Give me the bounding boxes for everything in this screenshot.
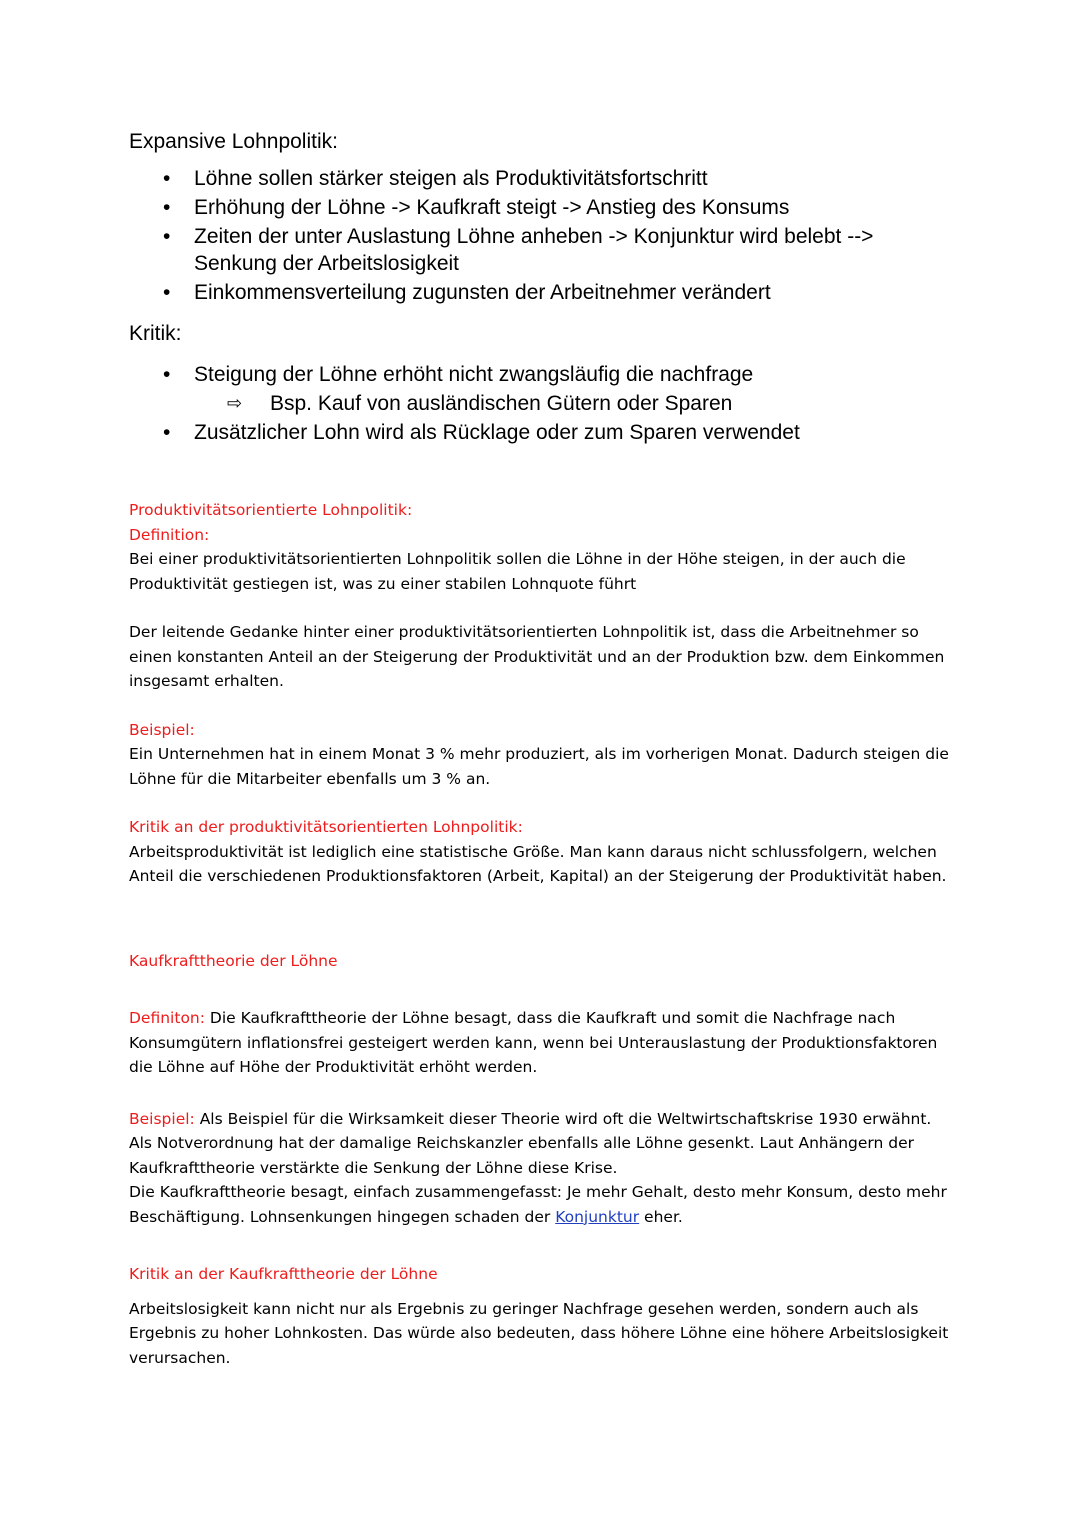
sub-item-text: Bsp. Kauf von ausländischen Gütern oder Sparen	[270, 392, 733, 415]
list-item	[129, 279, 959, 306]
critique-label: Kritik an der produktivitätsorientierten Lohnpolitik:	[129, 818, 523, 836]
expansive-heading: Expansive Lohnpolitik:	[129, 130, 338, 153]
critique-text: Arbeitslosigkeit kann nicht nur als Ergebnis zu geringer Nachfrage gesehen werden, sondern auch als Ergebnis zu hoher Lohnkosten. Das würde also bedeuten, dass höhere Löhne eine höhere Arbeitslosigkeit verursachen.	[129, 1299, 949, 1367]
bullet-text: Zusätzlicher Lohn wird als Rücklage oder zum Sparen verwendet	[194, 421, 800, 444]
critique-label: Kritik an der Kaufkrafttheorie der Löhne	[129, 1265, 438, 1283]
definition-text: Die Kaufkrafttheorie der Löhne besagt, dass die Kaufkraft und somit die Nachfrage nach Konsumgütern inflationsfrei gesteigert werden kann, wenn bei Unterauslastung der Produktionsfaktoren die Löhne auf Höhe der Produktivität erhöht werden.	[129, 1009, 938, 1076]
bullet-text: Erhöhung der Löhne -> Kaufkraft steigt -> Anstieg des Konsums	[194, 196, 790, 219]
summary-text: Die Kaufkrafttheorie besagt, einfach zusammengefasst: Je mehr Gehalt, desto mehr Konsum, desto mehr Beschäftigung. Lohnsenkungen hingegen schaden der	[129, 1183, 947, 1226]
definition-label: Definiton:	[129, 1009, 205, 1027]
sub-list-item	[129, 390, 959, 417]
example-text: Ein Unternehmen hat in einem Monat 3 % mehr produziert, als im vorherigen Monat. Dadurch steigen die Löhne für die Mitarbeiter ebenfalls um 3 % an.	[129, 745, 949, 788]
list-item	[129, 361, 959, 388]
section-title: Kaufkrafttheorie der Löhne	[129, 951, 338, 970]
list-item	[129, 223, 959, 277]
example-paragraph	[129, 1107, 959, 1181]
section-title: Produktivitätsorientierte Lohnpolitik:	[129, 501, 413, 519]
example-label: Beispiel:	[129, 720, 195, 739]
bullet-icon: •	[163, 167, 171, 190]
produktiv-section	[129, 498, 959, 889]
konjunktur-link[interactable]: Konjunktur	[555, 1207, 640, 1226]
list-item	[129, 165, 959, 192]
bullet-icon: •	[163, 225, 171, 248]
kritik-bullet-list-2	[129, 419, 959, 446]
list-item	[129, 419, 959, 446]
bullet-icon: •	[163, 196, 171, 219]
critique-text: Arbeitsproduktivität ist lediglich eine statistische Größe. Man kann daraus nicht schlussfolgern, welchen Anteil die verschiedenen Produktionsfaktoren (Arbeit, Kapital) an der Steigerung der Produktivität haben.	[129, 842, 947, 885]
definition-text: Bei einer produktivitätsorientierten Lohnpolitik sollen die Löhne in der Höhe steigen, in der auch die Produktivität gestiegen ist, was zu einer stabilen Lohnquote führt	[129, 550, 906, 593]
expansive-bullet-list	[129, 165, 959, 306]
example-text: Als Beispiel für die Wirksamkeit dieser Theorie wird oft die Weltwirtschaftskrise 1930 erwähnt. Als Notverordnung hat der damalige Reichskanzler ebenfalls alle Löhne gesenkt. Laut Anhängern der Kaufkrafttheorie verstärkte die Senkung der Löhne diese Krise.	[129, 1109, 932, 1177]
list-item	[129, 194, 959, 221]
definition-label: Definition:	[129, 525, 210, 544]
example-label: Beispiel:	[129, 1109, 195, 1128]
summary-end: eher.	[639, 1207, 683, 1226]
kaufkraft-section	[129, 949, 959, 1371]
bullet-icon: •	[163, 363, 171, 386]
bullet-icon: •	[163, 421, 171, 444]
arrow-right-icon: ⇨	[227, 393, 243, 413]
bullet-icon: •	[163, 281, 171, 304]
kritik-bullet-list	[129, 361, 959, 388]
bullet-text: Löhne sollen stärker steigen als Produktivitätsfortschritt	[194, 167, 708, 190]
bullet-text: Einkommensverteilung zugunsten der Arbeitnehmer verändert	[194, 281, 771, 304]
summary-paragraph	[129, 1180, 959, 1229]
bullet-text: Steigung der Löhne erhöht nicht zwangsläufig die nachfrage	[194, 363, 754, 386]
document-page	[129, 128, 959, 1370]
definition-paragraph	[129, 1006, 959, 1080]
expansive-section	[129, 128, 959, 446]
bullet-text: Zeiten der unter Auslastung Löhne anheben -> Konjunktur wird belebt --> Senkung der Arbeitslosigkeit	[194, 225, 874, 275]
paragraph: Der leitende Gedanke hinter einer produktivitätsorientierten Lohnpolitik ist, dass die Arbeitnehmer so einen konstanten Anteil an der Steigerung der Produktivität und an der Produktion bzw. dem Einkommen insgesamt erhalten.	[129, 623, 945, 690]
kritik-heading: Kritik:	[129, 322, 182, 345]
